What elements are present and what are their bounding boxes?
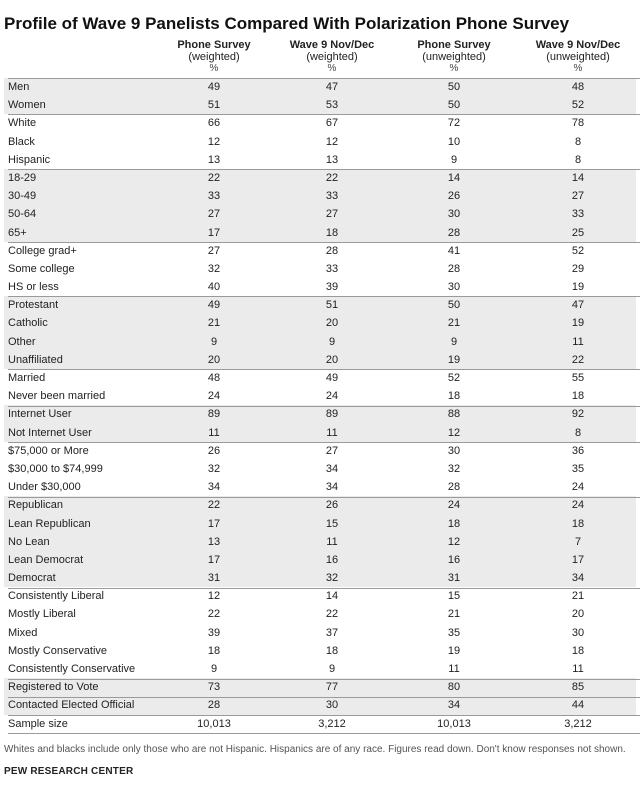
row-label: Men	[8, 81, 30, 93]
table-row	[4, 587, 636, 605]
table-cell: 92	[571, 408, 585, 421]
row-label: Women	[8, 99, 46, 112]
table-cell: 13	[207, 153, 221, 166]
row-label: Mixed	[8, 626, 38, 639]
table-cell: 27	[571, 190, 585, 203]
table-cell: 32	[207, 462, 221, 475]
table-row	[4, 133, 636, 151]
table-cell: 12	[325, 135, 339, 148]
row-label: Mostly Conservative	[8, 644, 108, 657]
table-cell: 27	[325, 444, 339, 457]
table-row	[4, 151, 636, 169]
table-cell: 11	[448, 663, 460, 675]
table-cell: 33	[325, 190, 339, 203]
table-cell: 48	[207, 372, 221, 384]
table-row	[4, 78, 636, 96]
table-cell: 8	[574, 153, 582, 166]
row-label: Hispanic	[8, 153, 51, 166]
table-cell: 39	[325, 281, 339, 294]
table-row	[4, 224, 636, 242]
table-cell: 20	[325, 317, 339, 330]
row-label: Mostly Liberal	[8, 608, 76, 621]
column-name: Phone Survey	[417, 39, 491, 51]
row-label: Lean Republican	[8, 517, 91, 530]
table-cell: 3,212	[564, 717, 592, 730]
table-cell: 11	[326, 426, 338, 439]
row-label: Lean Democrat	[8, 553, 84, 566]
row-label: Under $30,000	[8, 481, 81, 494]
row-label: Catholic	[8, 317, 48, 330]
table-cell: 17	[207, 553, 221, 566]
table-cell: 11	[326, 535, 338, 548]
table-cell: 21	[447, 317, 461, 330]
row-divider	[8, 715, 640, 716]
row-divider	[8, 369, 640, 370]
table-cell: 11	[208, 426, 220, 439]
table-cell: 52	[447, 372, 461, 384]
table-row	[4, 424, 636, 442]
table-cell: 30	[325, 699, 339, 712]
row-label: $30,000 to $74,999	[8, 462, 103, 475]
table-cell: 28	[447, 226, 461, 239]
table-cell: 3,212	[318, 717, 346, 730]
table-cell: 21	[207, 317, 221, 330]
table-cell: 13	[207, 535, 221, 548]
table-cell: 14	[325, 590, 339, 603]
table-cell: 18	[571, 390, 585, 403]
table-cell: 44	[571, 699, 585, 712]
table-cell: 67	[325, 117, 339, 130]
table-row	[4, 296, 636, 314]
table-row	[4, 533, 636, 551]
table-cell: 88	[447, 408, 461, 421]
table-cell: 32	[447, 462, 461, 475]
table-row	[4, 369, 636, 387]
table-cell: 51	[207, 99, 221, 112]
table-row	[4, 387, 636, 405]
table-cell: 49	[207, 299, 221, 312]
column-name: Wave 9 Nov/Dec	[289, 39, 375, 51]
column-header	[267, 40, 397, 75]
table-cell: 41	[447, 244, 461, 257]
table-cell: 34	[325, 481, 339, 494]
table-cell: 12	[447, 426, 461, 439]
table-row	[4, 187, 636, 205]
table-cell: 89	[325, 408, 339, 421]
table-row	[4, 478, 636, 496]
table-cell: 30	[447, 444, 461, 457]
row-label: 65+	[8, 226, 27, 239]
data-table	[4, 78, 636, 733]
table-cell: 27	[207, 208, 221, 221]
table-cell: 24	[207, 390, 221, 403]
table-cell: 14	[571, 171, 585, 184]
table-cell: 27	[325, 208, 339, 221]
row-label: Republican	[8, 499, 64, 512]
table-cell: 21	[571, 590, 585, 603]
table-cell: 89	[207, 408, 221, 421]
table-row	[4, 278, 636, 296]
table-row	[4, 169, 636, 187]
table-cell: 15	[325, 517, 339, 530]
column-unit: %	[449, 63, 459, 74]
row-label: College grad+	[8, 244, 77, 257]
table-cell: 18	[207, 644, 221, 657]
source-credit: PEW RESEARCH CENTER	[4, 766, 134, 777]
table-cell: 22	[571, 353, 585, 366]
table-cell: 22	[207, 171, 221, 184]
table-cell: 30	[447, 208, 461, 221]
table-cell: 11	[572, 335, 584, 348]
table-cell: 28	[447, 262, 461, 275]
row-label: Some college	[8, 262, 75, 275]
table-cell: 15	[447, 590, 461, 603]
table-cell: 77	[325, 681, 339, 694]
table-row	[4, 642, 636, 660]
table-cell: 9	[328, 663, 336, 675]
table-cell: 13	[325, 153, 339, 166]
table-cell: 18	[447, 517, 461, 530]
row-divider	[8, 296, 640, 297]
column-unit: %	[573, 63, 583, 74]
column-headers	[4, 40, 636, 78]
row-label: Consistently Conservative	[8, 663, 136, 675]
row-divider	[8, 442, 640, 443]
row-divider	[8, 169, 640, 170]
table-cell: 18	[571, 517, 585, 530]
table-cell: 55	[571, 372, 585, 384]
row-label: 18-29	[8, 171, 37, 184]
table-cell: 28	[207, 699, 221, 712]
table-row	[4, 460, 636, 478]
table-cell: 20	[325, 353, 339, 366]
table-cell: 11	[572, 663, 584, 675]
table-cell: 34	[447, 699, 461, 712]
table-cell: 51	[325, 299, 339, 312]
table-cell: 25	[571, 226, 585, 239]
table-cell: 18	[447, 390, 461, 403]
table-cell: 12	[447, 535, 461, 548]
table-cell: 26	[325, 499, 339, 512]
table-cell: 66	[207, 117, 221, 130]
row-label: Other	[8, 335, 36, 348]
table-cell: 10,013	[437, 717, 471, 730]
table-cell: 27	[207, 244, 221, 257]
row-divider	[8, 78, 640, 79]
table-cell: 28	[447, 481, 461, 494]
table-cell: 34	[207, 481, 221, 494]
table-cell: 52	[571, 244, 585, 257]
table-cell: 35	[571, 462, 585, 475]
row-label: $75,000 or More	[8, 444, 89, 457]
table-cell: 8	[574, 135, 582, 148]
table-cell: 24	[447, 499, 461, 512]
row-divider	[8, 114, 640, 115]
table-cell: 9	[450, 153, 458, 166]
table-cell: 26	[447, 190, 461, 203]
row-label: HS or less	[8, 281, 59, 294]
table-row	[4, 569, 636, 587]
table-cell: 16	[325, 553, 339, 566]
row-label: White	[8, 117, 37, 130]
table-bottom-rule	[8, 733, 640, 734]
table-cell: 8	[574, 426, 582, 439]
row-label: Consistently Liberal	[8, 590, 104, 603]
table-cell: 48	[571, 81, 585, 93]
table-cell: 22	[207, 499, 221, 512]
row-label: No Lean	[8, 535, 50, 548]
table-cell: 14	[447, 171, 461, 184]
row-divider	[8, 697, 640, 698]
table-cell: 19	[571, 317, 585, 330]
row-label: Protestant	[8, 299, 59, 312]
table-row	[4, 515, 636, 533]
table-cell: 52	[571, 99, 585, 112]
table-cell: 10,013	[197, 717, 231, 730]
row-label: Black	[8, 135, 35, 148]
table-row	[4, 205, 636, 223]
table-cell: 9	[450, 335, 458, 348]
table-cell: 50	[447, 299, 461, 312]
column-header	[149, 40, 279, 75]
table-row	[4, 405, 636, 423]
table-cell: 37	[325, 626, 339, 639]
table-cell: 19	[447, 353, 461, 366]
column-name: Wave 9 Nov/Dec	[535, 39, 621, 51]
table-cell: 18	[571, 644, 585, 657]
table-cell: 33	[571, 208, 585, 221]
table-cell: 33	[207, 190, 221, 203]
table-cell: 34	[325, 462, 339, 475]
table-cell: 9	[210, 335, 218, 348]
column-header	[513, 40, 640, 75]
table-cell: 28	[325, 244, 339, 257]
table-row	[4, 624, 636, 642]
table-cell: 47	[571, 299, 585, 312]
table-cell: 72	[447, 117, 461, 130]
row-divider	[8, 242, 640, 243]
table-cell: 9	[328, 335, 336, 348]
column-unit: %	[327, 63, 337, 74]
table-cell: 85	[571, 681, 585, 694]
column-weighting: (weighted)	[188, 50, 240, 63]
table-cell: 50	[447, 99, 461, 112]
row-label: Married	[8, 372, 46, 384]
table-cell: 9	[210, 663, 218, 675]
table-cell: 73	[207, 681, 221, 694]
row-label: Not Internet User	[8, 426, 92, 439]
table-row	[4, 333, 636, 351]
table-cell: 18	[325, 644, 339, 657]
table-cell: 32	[207, 262, 221, 275]
table-cell: 35	[447, 626, 461, 639]
table-cell: 30	[571, 626, 585, 639]
table-cell: 12	[207, 135, 221, 148]
table-cell: 31	[207, 572, 221, 585]
column-weighting: (unweighted)	[546, 50, 610, 63]
table-cell: 40	[207, 281, 221, 294]
row-label: Contacted Elected Official	[8, 699, 135, 712]
table-cell: 10	[447, 135, 461, 148]
table-cell: 7	[574, 535, 582, 548]
sample-size-row	[4, 715, 636, 733]
table-cell: 32	[325, 572, 339, 585]
table-cell: 36	[571, 444, 585, 457]
row-label: 30-49	[8, 190, 37, 203]
table-row	[4, 260, 636, 278]
table-cell: 34	[571, 572, 585, 585]
row-label: Sample size	[8, 717, 68, 730]
table-cell: 24	[571, 481, 585, 494]
table-row	[4, 551, 636, 569]
table-cell: 22	[207, 608, 221, 621]
table-cell: 33	[325, 262, 339, 275]
row-label: Unaffiliated	[8, 353, 63, 366]
column-name: Phone Survey	[177, 39, 251, 51]
page-title: Profile of Wave 9 Panelists Compared With Polarization Phone Survey	[4, 14, 570, 33]
table-cell: 20	[571, 608, 585, 621]
table-cell: 49	[207, 81, 221, 93]
table-cell: 29	[571, 262, 585, 275]
table-row	[4, 605, 636, 623]
row-label: Never been married	[8, 390, 106, 403]
table-cell: 31	[447, 572, 461, 585]
table-cell: 39	[207, 626, 221, 639]
row-label: Registered to Vote	[8, 681, 99, 694]
table-cell: 26	[207, 444, 221, 457]
table-cell: 21	[447, 608, 461, 621]
column-unit: %	[209, 63, 219, 74]
table-row	[4, 496, 636, 514]
table-cell: 19	[571, 281, 585, 294]
table-cell: 19	[447, 644, 461, 657]
row-divider	[8, 497, 640, 498]
column-weighting: (weighted)	[306, 50, 358, 63]
table-row	[4, 696, 636, 714]
table-cell: 24	[571, 499, 585, 512]
table-row	[4, 442, 636, 460]
row-divider	[8, 406, 640, 407]
row-label: Internet User	[8, 408, 72, 421]
table-cell: 22	[325, 608, 339, 621]
table-cell: 12	[207, 590, 221, 603]
table-cell: 24	[325, 390, 339, 403]
table-cell: 53	[325, 99, 339, 112]
table-row	[4, 96, 636, 114]
table-row	[4, 114, 636, 132]
table-cell: 80	[447, 681, 461, 694]
table-row	[4, 242, 636, 260]
table-cell: 18	[325, 226, 339, 239]
column-weighting: (unweighted)	[422, 50, 486, 63]
table-cell: 16	[447, 553, 461, 566]
row-divider	[8, 588, 640, 589]
column-header	[389, 40, 519, 75]
table-cell: 22	[325, 171, 339, 184]
row-divider	[8, 679, 640, 680]
table-cell: 20	[207, 353, 221, 366]
table-cell: 17	[207, 226, 221, 239]
table-cell: 47	[325, 81, 339, 93]
table-cell: 17	[207, 517, 221, 530]
row-label: Democrat	[8, 572, 56, 585]
table-row	[4, 660, 636, 678]
table-row	[4, 351, 636, 369]
table-cell: 49	[325, 372, 339, 384]
table-cell: 50	[447, 81, 461, 93]
table-row	[4, 678, 636, 696]
table-cell: 78	[571, 117, 585, 130]
row-label: 50-64	[8, 208, 37, 221]
table-row	[4, 314, 636, 332]
table-cell: 17	[571, 553, 585, 566]
table-cell: 30	[447, 281, 461, 294]
footnote: Whites and blacks include only those who are not Hispanic. Hispanics are of any race. Figures read down. Don't know responses not shown.	[4, 744, 626, 755]
